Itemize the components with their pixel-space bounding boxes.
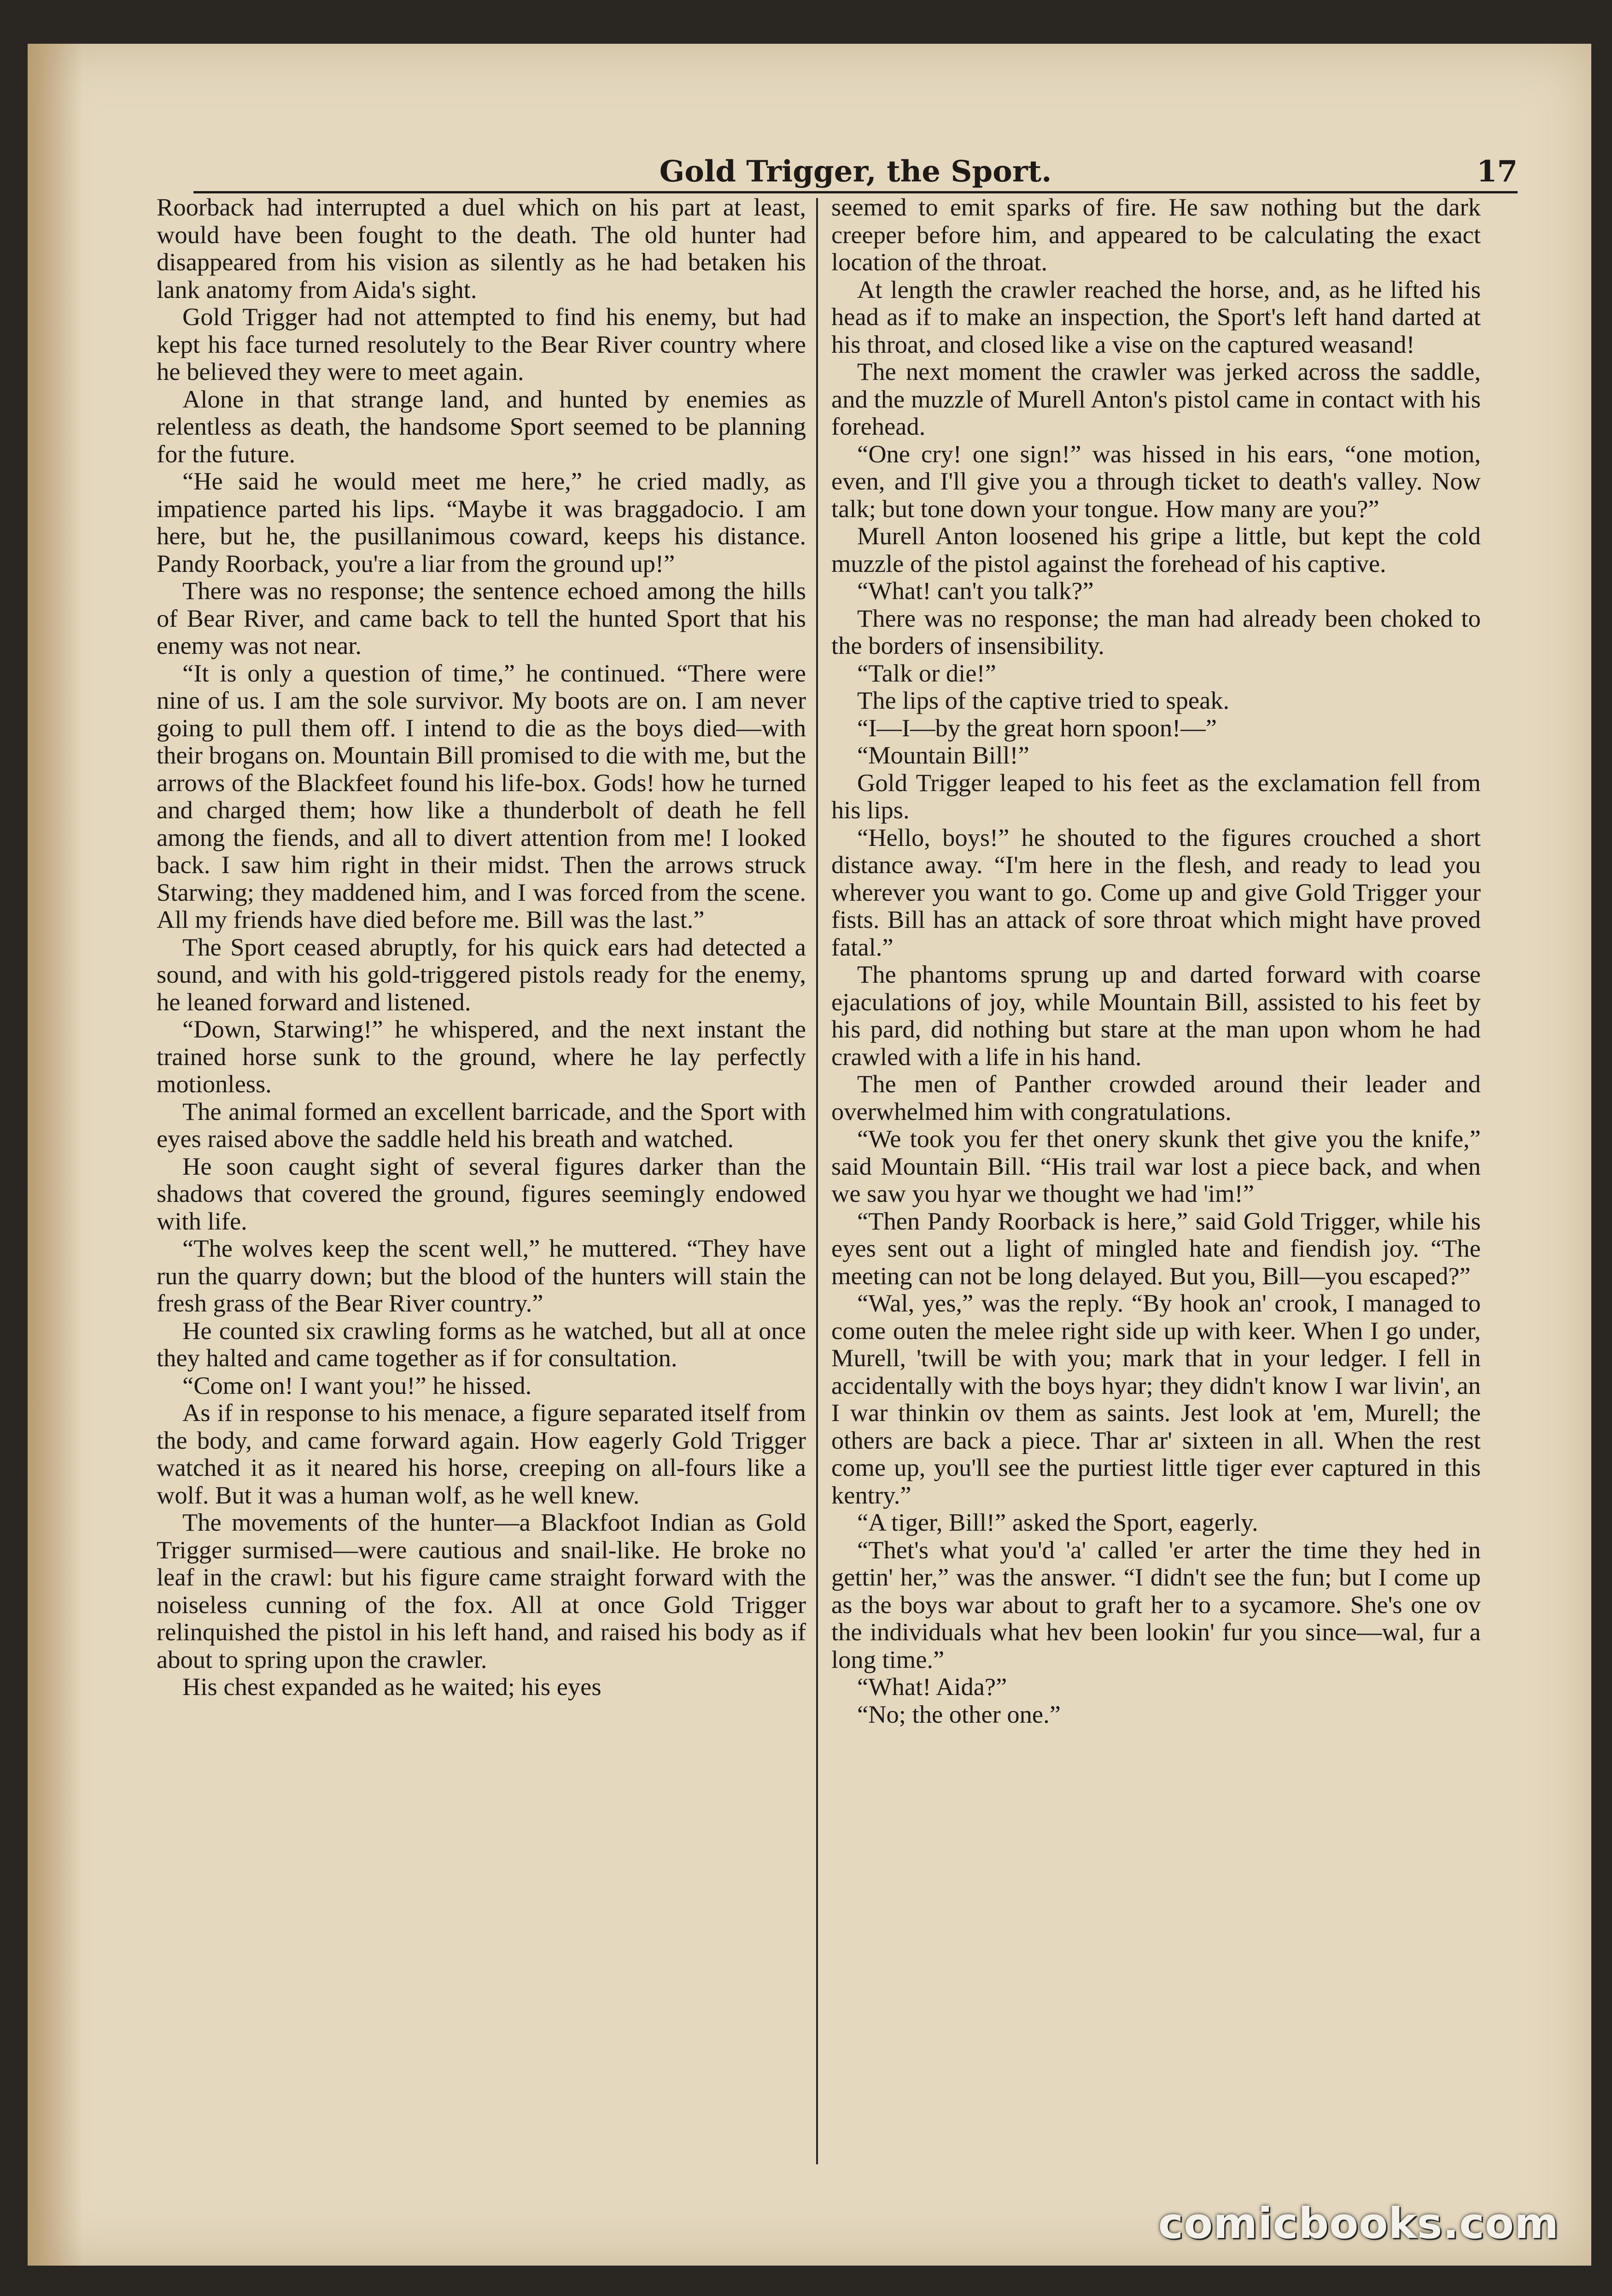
paragraph: “What! can't you talk?” [857, 577, 1094, 605]
paragraph: “A tiger, Bill!” asked the Sport, eagerly. [857, 1508, 1258, 1536]
paragraph: Alone in that strange land, and hunted by enemies as relentless as death, the handsome Sport seemed to be planning for the future. [157, 385, 806, 468]
paragraph: “What! Aida?” [857, 1672, 1007, 1701]
paragraph: He counted six crawling forms as he watched, but all at once they halted and came together as if for consultation. [157, 1316, 806, 1372]
running-title: Gold Trigger, the Sport. [659, 154, 1052, 189]
paragraph: His chest expanded as he waited; his eyes [182, 1672, 602, 1701]
page-header [193, 108, 1518, 193]
page-number: 17 [1476, 154, 1518, 189]
paragraph: seemed to emit sparks of fire. He saw nothing but the dark creeper before him, and appeared to be calculating the exact location of the throat. [831, 193, 1481, 276]
text-column-left [157, 193, 806, 2164]
paragraph: “It is only a question of time,” he continued. “There were nine of us. I am the sole survivor. My boots are on. I am never going to pull them off. I intend to die as the boys died—with their brogans on. Mountain Bill promised to die with me, but the arrows of the Blackfeet found his life-box. Gods! how he turned and charged them; how like a thunderbolt of death he fell among the fiends, and all to divert attention from me! I looked back. I saw him right in their midst. Then the arrows struck Starwing; they maddened him, and I was forced from the scene. All my friends have died before me. Bill was the last.” [157, 658, 806, 933]
paragraph: Gold Trigger had not attempted to find his enemy, but had kept his face turned resolutely to the Bear River country where he believed they were to meet again. [157, 303, 806, 385]
paragraph: He soon caught sight of several figures darker than the shadows that covered the ground, figures seemingly endowed with life. [157, 1152, 806, 1235]
paragraph: As if in response to his menace, a figure separated itself from the body, and came forward again. How eagerly Gold Trigger watched it as it neared his horse, creeping on all-fours like a wolf. But it was a human wolf, as he well knew. [157, 1399, 806, 1509]
paragraph: “Wal, yes,” was the reply. “By hook an' crook, I managed to come outen the melee right side up with keer. When I go under, Murell, 'twill be with you; mark that in your ledger. I fell in accidentally with the boys hyar; they didn't know I war livin', an I war thinkin ov them as saints. Jest look at 'em, Murell; the others are back a piece. Thar ar' sixteen in all. When the rest come up, you'll see the purtiest little tiger ever captured in this kentry.” [831, 1289, 1481, 1509]
paragraph: There was no response; the man had already been choked to the borders of insensibility. [831, 604, 1481, 659]
paragraph: The animal formed an excellent barricade, and the Sport with eyes raised above the saddle held his breath and watched. [157, 1097, 806, 1153]
paragraph: Murell Anton loosened his gripe a little, but kept the cold muzzle of the pistol against the forehead of his captive. [831, 522, 1481, 577]
paragraph: At length the crawler reached the horse, and, as he lifted his head as if to make an inspection, the Sport's left hand darted at his throat, and closed like a vise on the captured weasand! [831, 275, 1481, 358]
paragraph: The phantoms sprung up and darted forward with coarse ejaculations of joy, while Mountain Bill, assisted to his feet by his pard, did nothing but stare at the man upon whom he had crawled with a life in his hand. [831, 960, 1481, 1071]
watermark: comicbooks.com [1158, 2199, 1559, 2248]
paragraph: “Hello, boys!” he shouted to the figures crouched a short distance away. “I'm here in the flesh, and ready to lead you wherever you want to go. Come up and give Gold Trigger your fists. Bill has an attack of sore throat which might have proved fatal.” [831, 823, 1481, 961]
paragraph: “We took you fer thet onery skunk thet give you the knife,” said Mountain Bill. “His trail war lost a piece back, and when we saw you hyar we thought we had 'im!” [831, 1125, 1481, 1207]
paragraph: “No; the other one.” [857, 1700, 1061, 1728]
column-rule [816, 198, 818, 2164]
magazine-page [28, 44, 1591, 2266]
paragraph: “Mountain Bill!” [857, 741, 1029, 769]
paragraph: The lips of the captive tried to speak. [857, 686, 1230, 714]
paragraph: “One cry! one sign!” was hissed in his ears, “one motion, even, and I'll give you a through ticket to death's valley. Now talk; but tone down your tongue. How many are you?” [831, 439, 1481, 523]
paragraph: “He said he would meet me here,” he cried madly, as impatience parted his lips. “Maybe it was braggadocio. I am here, but he, the pusillanimous coward, keeps his distance. Pandy Roorback, you're a liar from the ground up!” [157, 467, 806, 577]
paragraph: “Then Pandy Roorback is here,” said Gold Trigger, while his eyes sent out a light of mingled hate and fiendish joy. “The meeting can not be long delayed. But you, Bill—you escaped?” [831, 1206, 1481, 1290]
paragraph: “Thet's what you'd 'a' called 'er arter the time they hed in gettin' her,” was the answer. “I didn't see the fun; but I come up as the boys war about to graft her to a sycamore. She's one ov the individuals what hev been lookin' fur you since—wal, fur a long time.” [831, 1535, 1481, 1673]
paragraph: The Sport ceased abruptly, for his quick ears had detected a sound, and with his gold-triggered pistols ready for the enemy, he leaned forward and listened. [157, 932, 806, 1016]
page-edge-shadow [28, 44, 83, 2266]
paragraph: Roorback had interrupted a duel which on his part at least, would have been fought to the death. The old hunter had disappeared from his vision as silently as he had betaken his lank anatomy from Aida's sight. [157, 193, 806, 303]
paragraph: There was no response; the sentence echoed among the hills of Bear River, and came back to tell the hunted Sport that his enemy was not near. [157, 577, 806, 659]
paragraph: The movements of the hunter—a Blackfoot Indian as Gold Trigger surmised—were cautious and snail-like. He broke no leaf in the crawl: but his figure came straight forward with the noiseless cunning of the fox. All at once Gold Trigger relinquished the pistol in his left hand, and raised his body as if about to spring upon the crawler. [157, 1508, 806, 1673]
text-column-right [831, 193, 1481, 2164]
paragraph: Gold Trigger leaped to his feet as the exclamation fell from his lips. [831, 768, 1481, 824]
paragraph: “Down, Starwing!” he whispered, and the next instant the trained horse sunk to the ground, where he lay perfectly motionless. [157, 1015, 806, 1098]
paragraph: “I—I—by the great horn spoon!—” [857, 713, 1217, 742]
paragraph: “Talk or die!” [857, 658, 996, 687]
paragraph: The next moment the crawler was jerked across the saddle, and the muzzle of Murell Anton's pistol came in contact with his forehead. [831, 357, 1481, 440]
paragraph: The men of Panther crowded around their leader and overwhelmed him with congratulations. [831, 1070, 1481, 1125]
paragraph: “Come on! I want you!” he hissed. [182, 1371, 532, 1399]
paragraph: “The wolves keep the scent well,” he muttered. “They have run the quarry down; but the blood of the hunters will stain the fresh grass of the Bear River country.” [157, 1234, 806, 1317]
